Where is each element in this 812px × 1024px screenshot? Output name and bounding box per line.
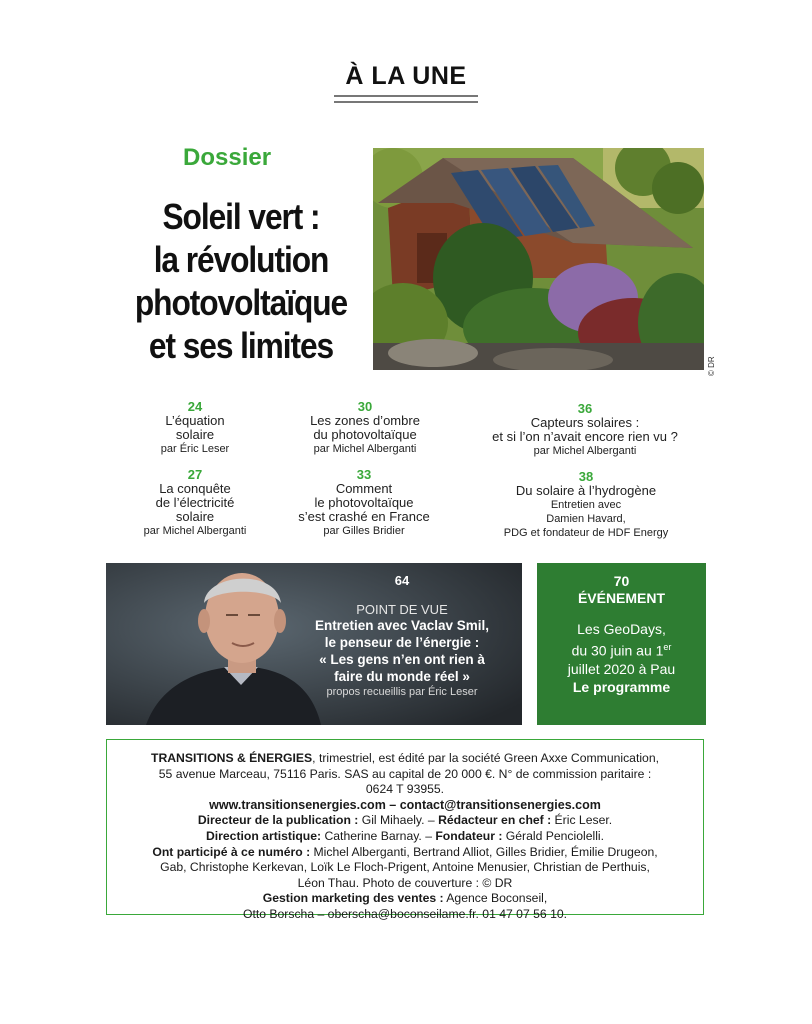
label: Gestion marketing des ventes : bbox=[262, 891, 444, 906]
page-number: 70 bbox=[613, 573, 630, 589]
article-byline: Damien Havard, bbox=[546, 513, 626, 525]
article-title: Les zones d’ombre bbox=[310, 413, 420, 428]
page-number: 36 bbox=[577, 401, 593, 416]
article-title: et si l’on n’avait encore rien vu ? bbox=[492, 429, 678, 444]
article-byline: par Gilles Bridier bbox=[323, 525, 405, 537]
website-link[interactable]: www.transitionsenergies.com bbox=[209, 797, 386, 812]
masthead-line: Léon Thau. Photo de couverture : © DR bbox=[297, 875, 513, 890]
value: Michel Alberganti, Bertrand Alliot, Gilles Bridier, Émilie Drugeon, bbox=[310, 844, 658, 859]
point-de-vue-box[interactable] bbox=[106, 563, 522, 725]
headline: faire du monde réel » bbox=[334, 669, 470, 684]
masthead-line bbox=[107, 891, 703, 907]
page-number: 27 bbox=[187, 467, 203, 482]
section-header bbox=[0, 62, 812, 103]
article-title: solaire bbox=[175, 509, 215, 524]
article-byline: PDG et fondateur de HDF Energy bbox=[503, 527, 669, 539]
value: Gil Mihaely. – bbox=[358, 813, 439, 828]
brand-name: TRANSITIONS & ÉNERGIES bbox=[151, 751, 313, 765]
masthead-box bbox=[106, 739, 704, 921]
article-title: La conquête bbox=[159, 481, 231, 496]
page-number: 64 bbox=[394, 573, 410, 588]
value: Éric Leser. bbox=[551, 813, 613, 828]
label: Directeur de la publication : bbox=[197, 813, 359, 828]
masthead-line bbox=[107, 751, 703, 767]
dossier-title-line: et ses limites bbox=[148, 325, 334, 366]
article-byline: par Michel Alberganti bbox=[143, 525, 247, 537]
article-item[interactable] bbox=[290, 399, 440, 457]
article-title: Du solaire à l’hydrogène bbox=[515, 483, 657, 498]
point-de-vue-text bbox=[292, 573, 512, 698]
headline: Entretien avec Vaclav Smil, bbox=[314, 618, 490, 633]
dossier-title[interactable] bbox=[133, 195, 349, 367]
page-number: 30 bbox=[357, 399, 373, 414]
headline: « Les gens n’en ont rien à bbox=[319, 652, 485, 667]
value: Catherine Barnay. – bbox=[321, 828, 436, 843]
event-box[interactable] bbox=[537, 563, 706, 725]
masthead-line: Gab, Christophe Kerkevan, Loïk Le Floch-Prigent, Antoine Menusier, Christian de Perthuis, bbox=[160, 860, 650, 875]
hero-photo[interactable] bbox=[373, 148, 704, 370]
label: Direction artistique: bbox=[205, 828, 322, 843]
article-item[interactable] bbox=[135, 399, 255, 457]
masthead-line: 0624 T 93955. bbox=[365, 782, 445, 797]
event-body bbox=[537, 620, 706, 678]
article-byline: par Michel Alberganti bbox=[533, 445, 637, 457]
section-kicker: POINT DE VUE bbox=[356, 602, 448, 617]
label: Rédacteur en chef : bbox=[438, 813, 552, 828]
event-line: du 30 juin au 1 bbox=[571, 642, 664, 659]
page-number: 38 bbox=[578, 469, 594, 484]
byline: propos recueillis par Éric Leser bbox=[326, 686, 478, 698]
masthead-line bbox=[107, 829, 703, 845]
article-title: le photovoltaïque bbox=[314, 495, 414, 510]
email-link[interactable]: contact@transitionsenergies.com bbox=[399, 797, 601, 812]
garden-shed-solar-panels-image bbox=[373, 148, 704, 370]
masthead-text: , trimestriel, est édité par la société Green Axxe Communication, bbox=[312, 751, 659, 765]
article-title: du photovoltaïque bbox=[313, 427, 417, 442]
article-item[interactable] bbox=[282, 467, 446, 539]
masthead-line bbox=[107, 813, 703, 829]
label: Fondateur : bbox=[435, 828, 503, 843]
event-line: Les GeoDays, bbox=[577, 621, 666, 637]
label: Ont participé à ce numéro : bbox=[152, 844, 311, 859]
article-byline: par Éric Leser bbox=[160, 443, 230, 455]
article-item[interactable] bbox=[130, 467, 260, 539]
superscript: er bbox=[663, 642, 672, 652]
masthead-line bbox=[107, 845, 703, 861]
value: Gérald Penciolelli. bbox=[502, 828, 605, 843]
title-underline bbox=[334, 95, 478, 103]
article-title: de l’électricité bbox=[155, 495, 235, 510]
article-title: solaire bbox=[175, 427, 215, 442]
dossier-title-line: Soleil vert : bbox=[162, 196, 320, 237]
masthead-line: 55 avenue Marceau, 75116 Paris. SAS au capital de 20 000 €. N° de commission paritaire : bbox=[158, 766, 652, 781]
article-item[interactable] bbox=[480, 469, 692, 541]
masthead-line: Otto Borscha – oberscha@boconseilame.fr. 01 47 07 56 10. bbox=[242, 906, 568, 921]
article-byline: Entretien avec bbox=[550, 499, 622, 511]
page-number: 33 bbox=[356, 467, 372, 482]
masthead-links bbox=[107, 798, 703, 814]
article-title: s’est crashé en France bbox=[298, 509, 430, 524]
separator: – bbox=[385, 797, 400, 812]
event-program-link[interactable]: Le programme bbox=[572, 678, 671, 695]
dossier-label: Dossier bbox=[183, 144, 272, 171]
headline: le penseur de l’énergie : bbox=[324, 635, 480, 650]
event-line: juillet 2020 à Pau bbox=[567, 660, 676, 677]
dossier-title-line: la révolution bbox=[153, 239, 329, 280]
article-title: Comment bbox=[335, 481, 393, 496]
article-title: Capteurs solaires : bbox=[530, 415, 640, 430]
section-title: À LA UNE bbox=[345, 62, 467, 90]
page-number: 24 bbox=[187, 399, 203, 414]
article-item[interactable] bbox=[470, 401, 700, 459]
value: Agence Boconseil, bbox=[443, 891, 548, 906]
section-kicker: ÉVÉNEMENT bbox=[577, 590, 666, 606]
article-title: L’équation bbox=[165, 413, 225, 428]
dossier-title-line: photovoltaïque bbox=[134, 282, 348, 323]
article-byline: par Michel Alberganti bbox=[313, 443, 417, 455]
photo-credit: © DR bbox=[707, 356, 716, 376]
